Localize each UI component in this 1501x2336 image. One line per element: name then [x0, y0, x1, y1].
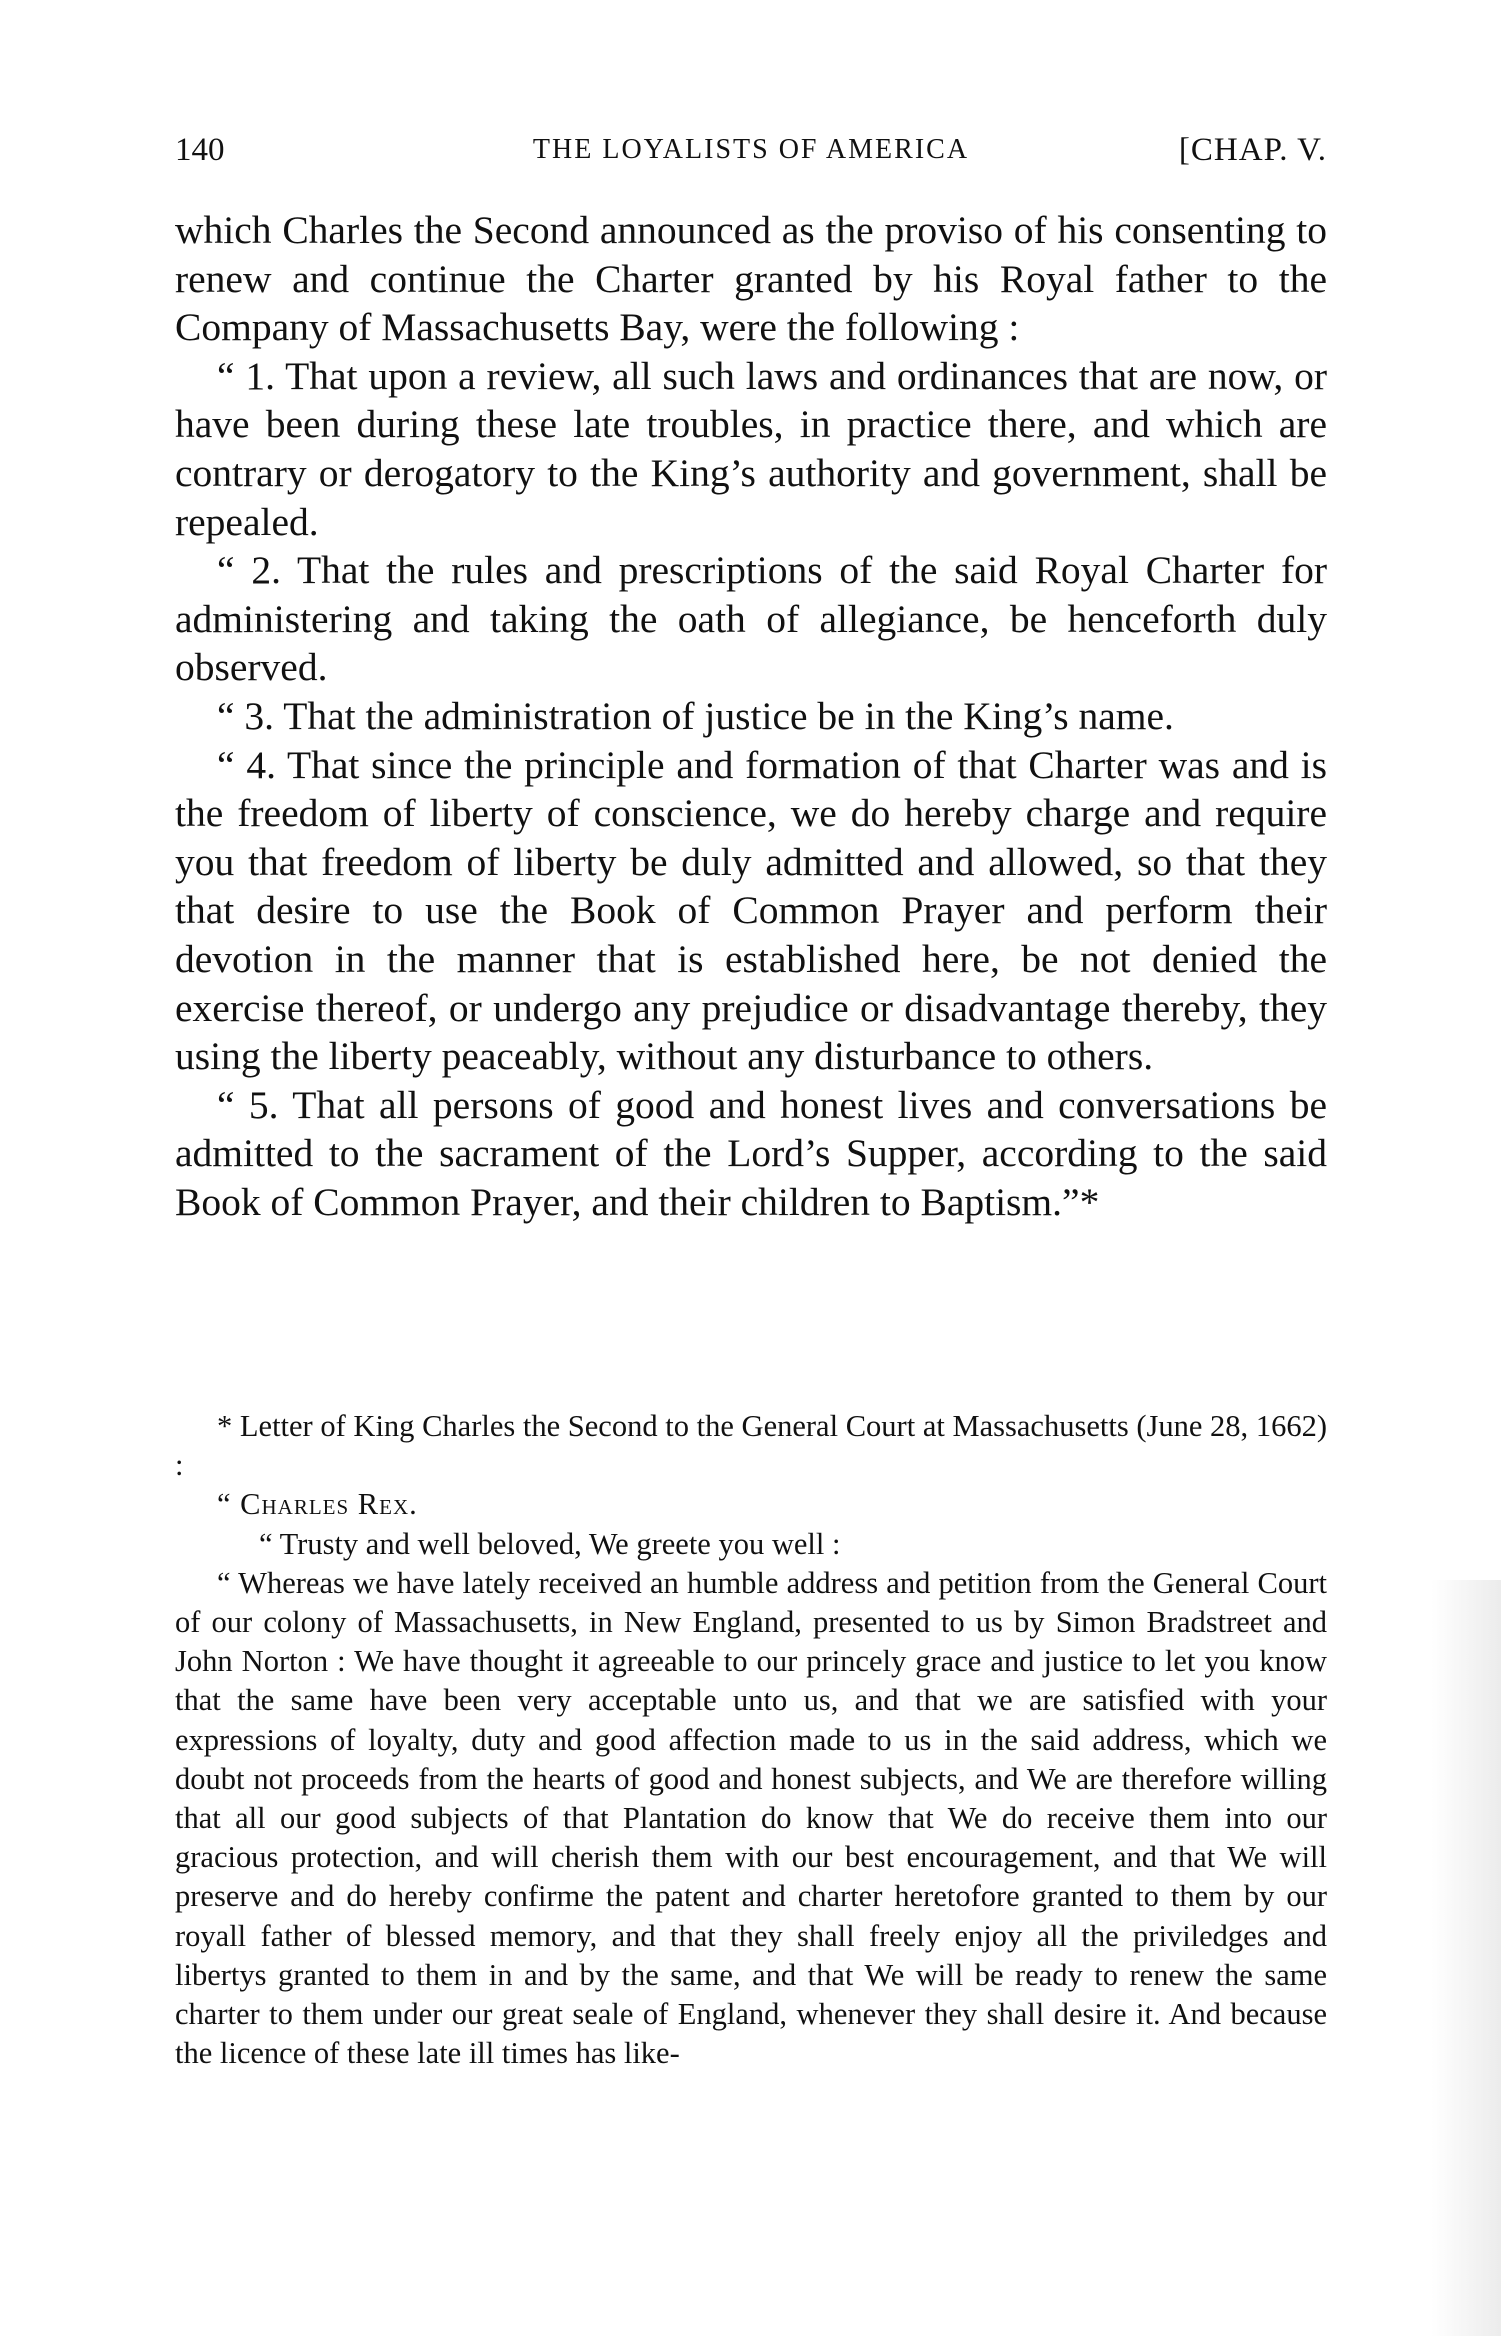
chapter-label: [CHAP. V.: [1178, 132, 1327, 168]
running-head: [175, 128, 1327, 172]
footnote-intro: * Letter of King Charles the Second to the General Court at Massachusetts (June 28, 1662) :: [175, 1409, 1327, 1483]
footnote-salutation: “ Trusty and well beloved, We greete you well :: [259, 1526, 841, 1561]
paragraph-item-4: “ 4. That since the principle and formation of that Charter was and is the freedom of liberty of conscience, we do hereby charge and require you that freedom of liberty be duly admitted and allowed, so that they that desire to use the Book of Common Prayer and perform their devotion in the manner that is established here, be not denied the exercise thereof, or undergo any prejudice or disadvantage thereby, they using the liberty peaceably, without any disturbance to others.: [175, 742, 1327, 1079]
page-edge-shading: [1431, 1580, 1501, 2336]
paragraph-intro: which Charles the Second announced as the proviso of his consenting to renew and continue the Charter granted by his Royal father to the Company of Massachusetts Bay, were the following :: [175, 208, 1327, 350]
paragraph-item-3: “ 3. That the administration of justice be in the King’s name.: [217, 693, 1174, 738]
footnote: [175, 1407, 1327, 2073]
footnote-body: “ Whereas we have lately received an humble address and petition from the General Court of our colony of Massachusetts, in New England, presented to us by Simon Bradstreet and John Norton : We have thought it agreeable to our princely grace and justice to let you know that the same have been very acceptable unto us, and that we are satisfied with your expressions of loyalty, duty and good affection made to us in the said address, which we doubt not proceeds from the hearts of good and honest subjects, and We are therefore willing that all our good subjects of that Plantation do know that We do receive them into our gracious protection, and will cherish them with our best encouragement, and that We will preserve and do hereby confirme the patent and charter heretofore granted to them by our royall father of blessed memory, and that they shall freely enjoy all the priviledges and libertys granted to them in and by the same, and that We will be ready to renew the same charter to them under our great seale of England, whenever they shall desire it. And because the licence of these late ill times has like-: [175, 1565, 1327, 2071]
paragraph-item-5: “ 5. That all persons of good and honest lives and conversations be admitted to the sacrament of the Lord’s Supper, according to the said Book of Common Prayer, and their children to Baptism.”*: [175, 1082, 1327, 1224]
paragraph-item-1: “ 1. That upon a review, all such laws and ordinances that are now, or have been during these late troubles, in practice there, and which are contrary or derogatory to the King’s authority and government, shall be repealed.: [175, 353, 1327, 544]
running-title: THE LOYALISTS OF AMERICA: [532, 134, 970, 165]
paragraph-item-2: “ 2. That the rules and prescriptions of the said Royal Charter for administering and taking the oath of allegiance, be henceforth duly observed.: [175, 548, 1327, 690]
footnote-rex: “ Charles Rex.: [217, 1487, 418, 1522]
main-text: [175, 206, 1327, 1226]
page-number: 140: [175, 132, 225, 168]
